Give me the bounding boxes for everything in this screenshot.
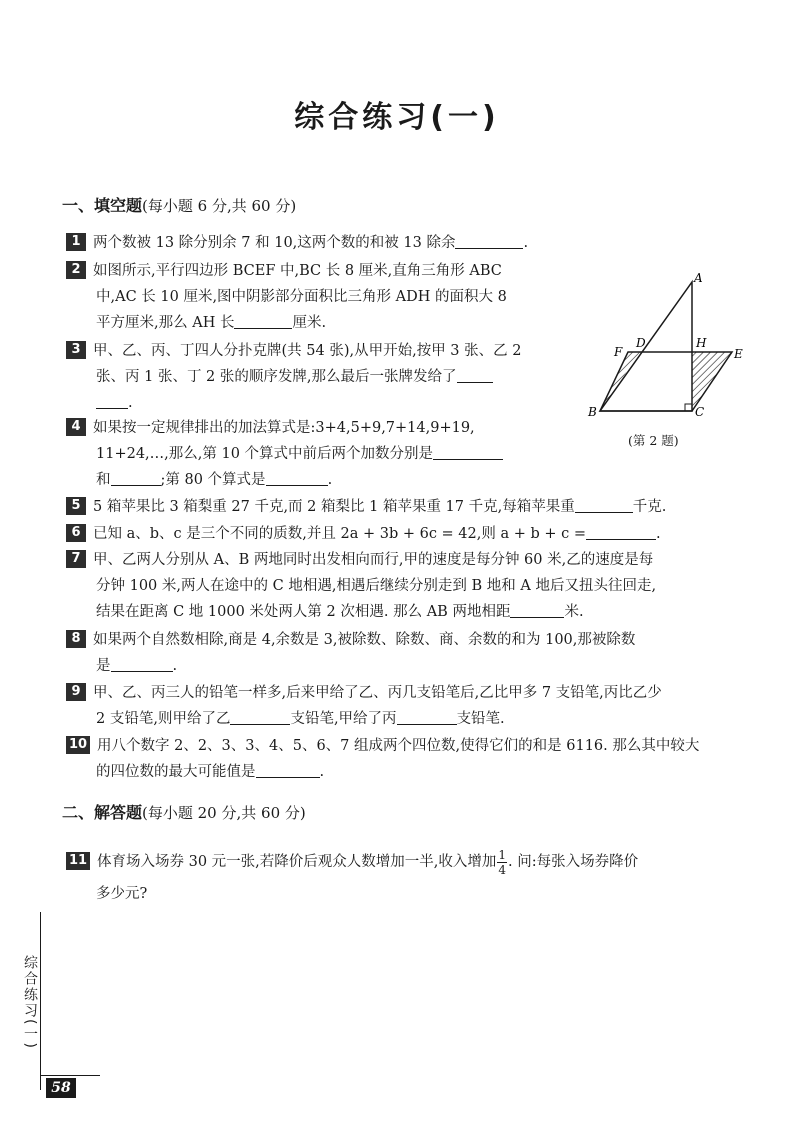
figure-caption: (第 2 题) [628,433,679,448]
section-label: 二、解答题 [62,803,143,822]
answer-blank[interactable] [397,708,457,725]
question-text: 甲、乙、丙、丁四人分扑克牌(共 54 张),从甲开始,按甲 3 张、乙 2 [93,343,522,359]
question-text: 体育场入场券 30 元一张,若降价后观众人数增加一半,收入增加 [97,854,497,870]
question-text: 千克. [632,499,667,515]
question-number: 1 [66,233,86,251]
right-angle-marker [685,404,692,411]
section-note: (每小题 6 分,共 60 分) [142,197,297,215]
question-text: 中,AC 长 10 厘米,图中阴影部分面积比三角形 ADH 的面积大 8 [96,289,507,305]
question-6 [66,521,661,547]
label-f: F [614,345,623,359]
question-1 [66,230,528,256]
label-c: C [695,405,705,419]
question-2 [66,258,507,336]
footer-rule [40,1075,100,1076]
section-solve-heading [62,800,306,823]
answer-blank[interactable] [234,312,292,329]
question-text: . [128,395,133,411]
question-text: 如果按一定规律排出的加法算式是:3+4,5+9,7+14,9+19, [93,420,475,436]
question-number: 9 [66,683,86,701]
question-number: 3 [66,341,86,359]
question-text: 多少元? [96,886,148,902]
question-10 [66,733,699,785]
question-text: 5 箱苹果比 3 箱梨重 27 千克,而 2 箱梨比 1 箱苹果重 17 千克,每箱苹果重 [93,499,575,515]
question-text: . [327,472,333,488]
question-text: . [656,526,661,542]
answer-blank[interactable] [111,655,173,672]
question-9 [66,680,662,732]
question-text: 两个数被 13 除分别余 7 和 10,这两个数的和被 13 除余 [93,235,456,251]
question-text: 平方厘米,那么 AH 长 [96,315,235,331]
question-text: 甲、乙两人分别从 A、B 两地同时出发相向而行,甲的速度是每分钟 60 米,乙的速度是每 [93,552,654,568]
question-number: 6 [66,524,86,542]
sidebar-rule [40,912,41,1090]
answer-blank[interactable] [266,469,328,486]
answer-blank[interactable] [96,392,128,409]
question-number: 8 [66,630,86,648]
question-text: 厘米. [292,315,327,331]
question-4 [66,415,503,493]
parallelogram-figure [584,266,754,456]
fraction [497,848,507,877]
label-e: E [734,347,743,361]
label-b: B [588,405,597,419]
section-note: (每小题 20 分,共 60 分) [142,804,306,822]
fraction-numerator: 1 [498,847,507,862]
question-text: . [172,658,178,674]
question-number: 10 [66,736,90,754]
fraction-denominator: 4 [498,862,507,877]
question-text: 米. [564,604,584,620]
question-text: 张、丙 1 张、丁 2 张的顺序发牌,那么最后一张牌发给了 [96,369,457,385]
question-text: 的四位数的最大可能值是 [96,764,256,780]
answer-blank[interactable] [433,443,503,460]
question-text: 2 支铅笔,则甲给了乙 [96,711,231,727]
question-number: 4 [66,418,86,436]
question-11 [66,846,638,910]
answer-blank[interactable] [455,232,523,249]
page-title: 综合练习(一) [294,100,500,135]
question-text: . 问:每张入场券降价 [508,854,639,870]
question-text: 是 [96,658,111,674]
question-5 [66,494,666,520]
section-label: 一、填空题 [62,196,143,215]
question-text: 如果两个自然数相除,商是 4,余数是 3,被除数、除数、商、余数的和为 100,那被除数 [93,632,636,648]
question-text: 甲、乙、丙三人的铅笔一样多,后来甲给了乙、丙几支铅笔后,乙比甲多 7 支铅笔,丙比乙少 [93,685,662,701]
question-text: . [523,235,529,251]
question-text: 11+24,…,那么,第 10 个算式中前后两个加数分别是 [96,446,434,462]
answer-blank[interactable] [230,708,290,725]
label-h: H [696,336,707,350]
question-text: ;第 80 个算式是 [160,472,266,488]
answer-blank[interactable] [510,601,564,618]
question-number: 11 [66,852,90,870]
answer-blank[interactable] [111,469,161,486]
question-3 [66,338,521,416]
sidebar-chapter-label: 综合练习(一) [22,955,38,1050]
question-text: 用八个数字 2、2、3、3、4、5、6、7 组成两个四位数,使得它们的和是 6116. 那么其中较大 [97,738,700,754]
answer-blank[interactable] [457,366,493,383]
answer-blank[interactable] [586,523,656,540]
question-text: 支铅笔,甲给了丙 [290,711,397,727]
question-text: 支铅笔. [456,711,505,727]
question-8 [66,627,635,679]
answer-blank[interactable] [575,496,633,513]
question-7 [66,547,656,625]
question-number: 5 [66,497,86,515]
question-text: 如图所示,平行四边形 BCEF 中,BC 长 8 厘米,直角三角形 ABC [93,263,502,279]
section-fill-blank-heading [62,193,296,216]
question-text: . [319,764,325,780]
question-text: 和 [96,472,111,488]
label-d: D [636,336,646,350]
question-text: 结果在距离 C 地 1000 米处两人第 2 次相遇. 那么 AB 两地相距 [96,604,511,620]
answer-blank[interactable] [256,761,320,778]
label-a: A [694,271,703,285]
question-text: 已知 a、b、c 是三个不同的质数,并且 2a + 3b + 6c = 42,则 a + b + c = [93,526,587,542]
question-number: 7 [66,550,86,568]
question-text: 分钟 100 米,两人在途中的 C 地相遇,相遇后继续分别走到 B 地和 A 地后又扭头往回走, [96,578,657,594]
page-number: 58 [46,1078,76,1098]
question-number: 2 [66,261,86,279]
